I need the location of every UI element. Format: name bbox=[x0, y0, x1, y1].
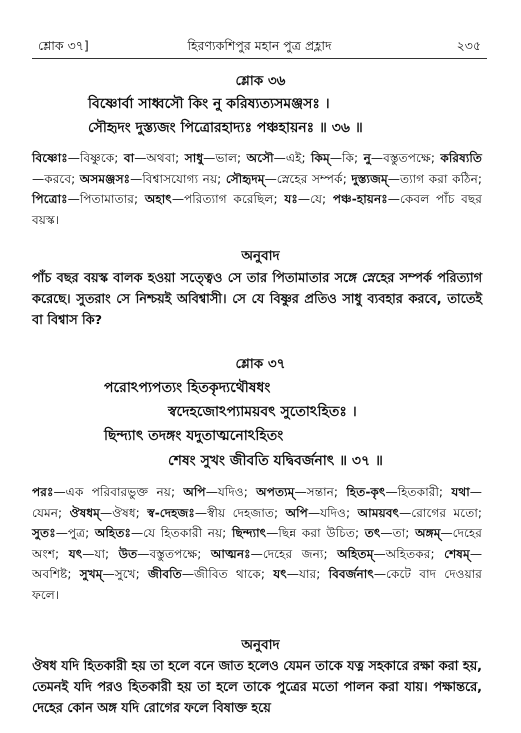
synonym-meaning: কেটে বাদ দেওয়ার ফলে। bbox=[32, 567, 482, 602]
synonym-meaning: যেমন; bbox=[32, 505, 70, 520]
synonym-meaning: পিতামাতার; bbox=[79, 192, 145, 207]
synonym-word: নু bbox=[363, 151, 371, 165]
synonym-word: অপত্যম্ bbox=[256, 485, 295, 499]
verse-37-translation: ঔষধ যদি হিতকারী হয় তা হলে বনে জাত হলেও যেমন তাকে যত্ন সহকারে রক্ষা করা হয়, তেমনই যদি পরও হিতকারী হয় তা হলে তাকে পুত্রের মতো পালন করা যায়। পক্ষান্তরে, দেহের কোন অঙ্গ যদি রোগের ফলে বিষাক্ত হয়ে bbox=[32, 659, 482, 716]
synonym-word: দুস্ত্যজম্ bbox=[351, 171, 388, 186]
synonym-meaning: স্নেহের সম্পর্ক; bbox=[276, 171, 352, 186]
synonym-word: আত্মনঃ bbox=[210, 546, 251, 561]
synonym-word: অসমঞ্জসঃ bbox=[79, 171, 131, 186]
synonym-meaning: করবে; bbox=[44, 171, 80, 186]
synonym-word: সুখম্ bbox=[79, 567, 103, 582]
verse-36-line-2: সৌহৃদং দুস্ত্যজং পিত্রোরহাদ্যঃ পঞ্চহায়নঃ ॥ ৩৬ ॥ bbox=[88, 120, 363, 136]
synonym-meaning: দেহের অংশ; bbox=[32, 526, 483, 561]
header-chapter-title: হিরণ্যকশিপুর মহান পুত্র প্রহ্লাদ bbox=[187, 38, 332, 53]
synonym-meaning: পুত্র; bbox=[67, 526, 95, 541]
synonym-word: পরঃ bbox=[32, 485, 54, 499]
synonym-meaning: ভাল; bbox=[215, 151, 247, 165]
verse-37-line-4: শেষং সুখং জীবতি যদ্বিবর্জনাৎ ॥ ৩৭ ॥ bbox=[168, 453, 383, 469]
synonym-meaning: এক পরিবারভুক্ত নয়; bbox=[65, 485, 184, 499]
synonym-word: সৌহৃদম্ bbox=[225, 171, 265, 186]
verse-37-line-3: ছিন্দ্যাৎ তদঙ্গং যদুতাত্মনোঽহিতং bbox=[104, 428, 284, 444]
verse-36-synonyms: বিষ্ণোঃ—বিষ্ণুকে; বা—অথবা; সাধু—ভাল; অসৌ—এই; কিম্—কি; নু—বস্তুতপক্ষে; করিষ্যতি—করবে; অসমঞ্জসঃ—বিশ্বাসযোগ্য নয়; সৌহৃদম্—স্নেহের সম্পর্ক; দুস্ত্যজম্—ত্যাগ করা কঠিন; পিত্রোঃ—পিতামাতার; অহাৎ—পরিত্যাগ করেছিল; যঃ—যে; পঞ্চ-হায়নঃ—কেবল পাঁচ বছর বয়স্ক। bbox=[32, 151, 483, 227]
verse-37-line-1: পরোঽপ্যপত্যং হিতকৃদ্যথৌষধং bbox=[104, 380, 271, 396]
synonym-word: অপি bbox=[285, 505, 308, 520]
verse-37-number: শ্লোক ৩৭ bbox=[235, 356, 286, 372]
synonym-word: অহিতঃ bbox=[94, 526, 131, 541]
synonym-meaning: কেবল পাঁচ বছর বয়স্ক। bbox=[32, 192, 482, 227]
synonym-word: যৎ bbox=[68, 546, 83, 561]
synonym-meaning: দেহের জন্য; bbox=[262, 546, 338, 561]
verse-37-translation-heading: অনুবাদ bbox=[241, 637, 280, 653]
synonym-word: যঃ bbox=[284, 192, 298, 207]
synonym-word: কিম্ bbox=[311, 151, 330, 165]
synonym-meaning: স্বীয় দেহজাত; bbox=[207, 505, 286, 520]
synonym-word: অঙ্গম্ bbox=[415, 526, 441, 541]
synonym-meaning: যদিও; bbox=[217, 485, 257, 499]
synonym-word: স্ব-দেহজঃ bbox=[147, 505, 195, 520]
synonym-meaning: যা; bbox=[94, 546, 119, 561]
synonym-meaning: বিষ্ণুকে; bbox=[79, 151, 124, 165]
synonym-word: ছিন্দ্যাৎ bbox=[231, 526, 267, 541]
synonym-meaning: বস্তুতপক্ষে; bbox=[149, 546, 211, 561]
synonym-meaning: ত্যাগ করা কঠিন; bbox=[399, 171, 482, 186]
synonym-word: পিত্রোঃ bbox=[32, 192, 68, 207]
synonym-meaning: যে হিতকারী নয়; bbox=[143, 526, 232, 541]
synonym-word: বিবর্জনাৎ bbox=[328, 567, 374, 582]
synonym-word: যথা bbox=[451, 485, 470, 499]
synonym-word: আময়বৎ bbox=[357, 505, 400, 520]
synonym-word: করিষ্যতি bbox=[440, 151, 483, 165]
synonym-word: অহিতম্ bbox=[337, 546, 374, 561]
synonym-meaning: অবশিষ্ট; bbox=[32, 567, 80, 582]
header-page-number: ২৩৫ bbox=[456, 38, 481, 53]
synonym-meaning: সুখে; bbox=[114, 567, 148, 582]
synonym-meaning: তা; bbox=[392, 526, 416, 541]
synonym-word: অসৌ bbox=[246, 151, 274, 165]
verse-36-translation: পাঁচ বছর বয়স্ক বালক হওয়া সত্ত্বেও সে তার পিতামাতার সঙ্গে স্নেহের সম্পর্ক পরিত্যাগ করেছে। সুতরাং সে নিশ্চয়ই অবিশ্বাসী। সে যে বিষ্ণুর প্রতিও সাধু ব্যবহার করবে, তাতেই বা বিশ্বাস কি? bbox=[32, 271, 482, 328]
verse-37-synonyms: পরঃ—এক পরিবারভুক্ত নয়; অপি—যদিও; অপত্যম্—সন্তান; হিত-কৃৎ—হিতকারী; যথা—যেমন; ঔষধম্—ঔষধ; স্ব-দেহজঃ—স্বীয় দেহজাত; অপি—যদিও; আময়বৎ—রোগের মতো; সুতঃ—পুত্র; অহিতঃ—যে হিতকারী নয়; ছিন্দ্যাৎ—ছিন্ন করা উচিত; তৎ—তা; অঙ্গম্—দেহের অংশ; যৎ—যা; উত—বস্তুতপক্ষে; আত্মনঃ—দেহের জন্য; অহিতম্—অহিতকর; শেষম্—অবশিষ্ট; সুখম্—সুখে; জীবতি—জীবিত থাকে; যৎ—যার; বিবর্জনাৎ—কেটে বাদ দেওয়ার ফলে। bbox=[32, 485, 483, 602]
verse-36-line-1: বিষ্ণোর্বা সাধ্বসৌ কিং নু করিষ্যত্যসমঞ্জসঃ । bbox=[88, 96, 330, 112]
synonym-meaning: ঔষধ; bbox=[112, 505, 148, 520]
verse-36-number: শ্লোক ৩৬ bbox=[235, 73, 286, 89]
synonym-meaning: এই; bbox=[285, 151, 312, 165]
synonym-meaning: অথবা; bbox=[146, 151, 185, 165]
synonym-word: সুতঃ bbox=[32, 526, 56, 541]
synonym-word: অহাৎ bbox=[144, 192, 172, 207]
synonym-meaning: সন্তান; bbox=[306, 485, 347, 499]
synonym-word: পঞ্চ-হায়নঃ bbox=[332, 192, 388, 207]
synonym-word: তৎ bbox=[364, 526, 381, 541]
header-rule bbox=[32, 58, 487, 59]
synonym-meaning: অহিতকর; bbox=[385, 546, 445, 561]
synonym-meaning: রোগের মতো; bbox=[411, 505, 482, 520]
verse-37-line-2: স্বদেহজোঽপ্যাময়বৎ সুতোঽহিতঃ । bbox=[168, 404, 357, 420]
synonym-word: হিত-কৃৎ bbox=[346, 485, 386, 499]
synonym-word: জীবতি bbox=[148, 567, 182, 582]
running-header bbox=[38, 38, 481, 58]
synonym-meaning: বিশ্বাসযোগ্য নয়; bbox=[142, 171, 226, 186]
synonym-meaning: ছিন্ন করা উচিত; bbox=[278, 526, 365, 541]
synonym-word: উত bbox=[118, 546, 138, 561]
synonym-meaning: পরিত্যাগ করেছিল; bbox=[184, 192, 285, 207]
verse-36-translation-heading: অনুবাদ bbox=[241, 248, 280, 264]
synonym-meaning: কি; bbox=[342, 151, 364, 165]
synonym-meaning: যে; bbox=[310, 192, 333, 207]
synonym-word: অপি bbox=[183, 485, 206, 499]
synonym-word: শেষম্ bbox=[444, 546, 470, 561]
synonym-meaning: যার; bbox=[298, 567, 329, 582]
synonym-word: ঔষধম্ bbox=[69, 505, 100, 520]
synonym-meaning: জীবিত থাকে; bbox=[194, 567, 274, 582]
synonym-word: যৎ bbox=[273, 567, 287, 582]
synonym-meaning: যদিও; bbox=[320, 505, 358, 520]
synonym-meaning: হিতকারী; bbox=[397, 485, 452, 499]
synonym-word: বিষ্ণোঃ bbox=[32, 151, 68, 165]
synonym-word: বা bbox=[123, 151, 135, 165]
synonym-word: সাধু bbox=[184, 151, 204, 165]
synonym-meaning: বস্তুতপক্ষে; bbox=[383, 151, 441, 165]
header-verse-ref: শ্লোক ৩৭] bbox=[38, 38, 89, 53]
